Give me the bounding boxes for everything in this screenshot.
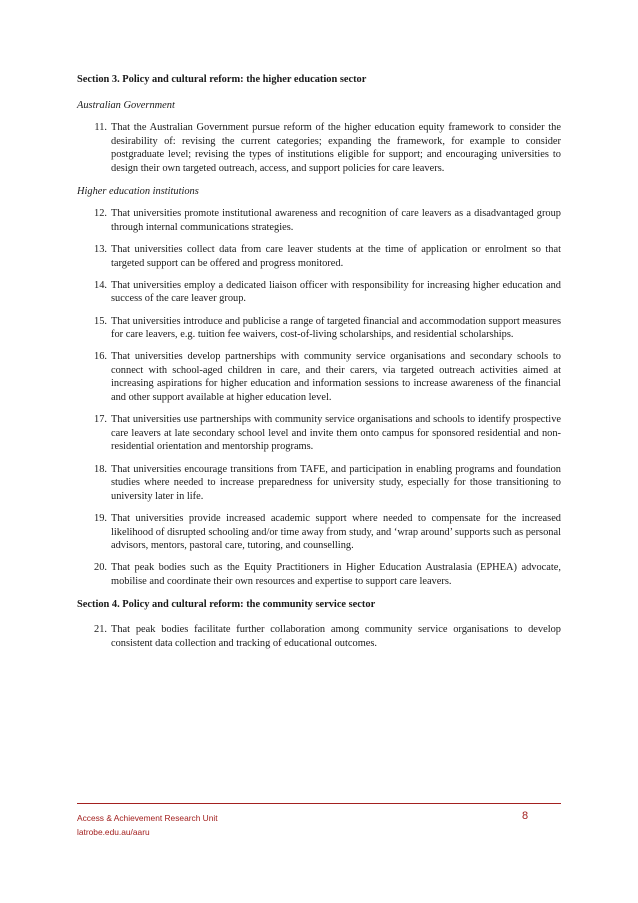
recommendation-18 (77, 463, 561, 504)
recommendation-12 (77, 207, 561, 234)
section-3-heading: Section 3. Policy and cultural reform: the higher education sector (77, 74, 367, 85)
recommendation-17 (77, 413, 561, 454)
recommendation-text: That the Australian Government pursue reform of the higher education equity framework to consider the desirability of: revising the current categories; expanding the framework, for example to consider postgraduate level; revising the types of institutions eligible for support; and encouraging universities to design their own targeted outreach, access, and support policies for care leavers. (111, 122, 561, 174)
recommendation-text: That universities promote institutional awareness and recognition of care leavers as a disadvantaged group through internal communications strategies. (111, 208, 561, 233)
recommendation-number: 11. (94, 122, 107, 134)
page-number: 8 (522, 810, 529, 822)
recommendation-text: That universities develop partnerships with community service organisations and secondary schools to connect with school-aged children in care, and their carers, via targeted outreach activities aimed at increasing aspirations for higher education and information sessions to increase awareness of the financial and other support available at higher education level. (111, 351, 561, 404)
recommendation-number: 17. (94, 414, 107, 426)
recommendation-text: That peak bodies facilitate further collaboration among community service organisations to develop consistent data collection and tracking of educational outcomes. (111, 624, 561, 649)
recommendation-text: That universities use partnerships with community service organisations and schools to identify prospective care leavers at late secondary school level and invite them onto campus for sponsored residential and non-residential orientation and mentorship programs. (111, 414, 561, 453)
recommendation-number: 20. (94, 562, 107, 574)
recommendation-list-government (77, 121, 561, 175)
recommendation-number: 13. (94, 243, 107, 255)
recommendation-19 (77, 512, 561, 553)
recommendation-text: That peak bodies such as the Equity Practitioners in Higher Education Australasia (EPHEA) advocate, mobilise and coordinate their own resources and expertise to support care leavers. (111, 562, 561, 587)
recommendation-13 (77, 243, 561, 270)
recommendation-number: 14. (94, 279, 107, 291)
recommendation-number: 19. (94, 513, 107, 524)
page-body (77, 73, 561, 659)
recommendation-21 (77, 623, 561, 650)
recommendation-14 (77, 279, 561, 306)
recommendation-text: That universities encourage transitions from TAFE, and participation in enabling programs and foundation studies where needed to increase preparedness for university study, especially for those transitioning to university later in life. (111, 463, 561, 502)
recommendation-text: That universities employ a dedicated liaison officer with responsibility for increasing higher education and success of the care leaver group. (111, 279, 561, 305)
recommendation-text: That universities collect data from care leaver students at the time of application or enrolment so that targeted support can be offered and progress monitored. (111, 243, 561, 269)
recommendation-20 (77, 561, 561, 588)
recommendation-11 (77, 121, 561, 175)
recommendation-number: 15. (94, 315, 107, 327)
recommendation-16 (77, 350, 561, 404)
recommendation-list-institutions (77, 207, 561, 588)
footer-divider (77, 803, 561, 804)
footer-unit-name: Access & Achievement Research Unit (77, 813, 218, 823)
recommendation-text: That universities introduce and publicise a range of targeted financial and accommodation support measures for care leavers, e.g. tuition fee waivers, cost-of-living scholarships, and residential scholarships. (111, 315, 561, 341)
recommendation-number: 16. (94, 351, 107, 363)
footer-url: latrobe.edu.au/aaru (77, 827, 150, 837)
subheading-higher-education-institutions: Higher education institutions (77, 185, 199, 197)
subheading-australian-government: Australian Government (77, 99, 175, 111)
recommendation-number: 12. (94, 208, 107, 220)
recommendation-number: 21. (94, 624, 107, 636)
recommendation-15 (77, 315, 561, 342)
recommendation-list-community (77, 623, 561, 650)
recommendation-text: That universities provide increased academic support where needed to compensate for the increased likelihood of disrupted schooling and/or time away from study, and ‘wrap around’ supports such as personal advisors, mentors, pastoral care, tutoring, and counselling. (111, 513, 561, 552)
section-4-heading: Section 4. Policy and cultural reform: the community service sector (77, 598, 376, 610)
recommendation-number: 18. (94, 463, 107, 475)
